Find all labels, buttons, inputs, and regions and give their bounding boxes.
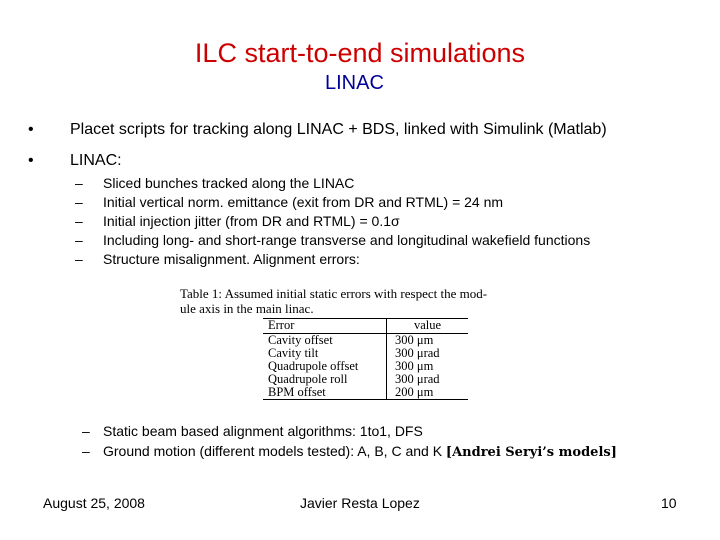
sub-bullet-marker: –: [75, 194, 83, 210]
sub-bullet-marker: –: [75, 251, 83, 267]
table-cell-error: Cavity tilt: [268, 346, 319, 360]
table-caption: [180, 286, 560, 316]
sub-bullet-text: Structure misalignment. Alignment errors:: [103, 251, 360, 267]
table-cell-error: Cavity offset: [268, 333, 333, 347]
sub-bullet-marker: –: [82, 443, 90, 459]
table-cell-value: 300 μrad: [386, 347, 468, 360]
table-cell-value: 300 μrad: [386, 373, 468, 386]
sub-bullet-text-row: [103, 442, 617, 462]
sub-bullet-text: Initial injection jitter (from DR and RTML) = 0.1σ: [103, 213, 400, 229]
sub-bullet-marker: –: [82, 423, 90, 439]
table-header-error: Error: [268, 318, 295, 332]
sub-bullet-text: Ground motion (different models tested): A, B, C and K: [103, 443, 443, 459]
sub-bullet-marker: –: [75, 232, 83, 248]
bullet-text: LINAC:: [70, 152, 122, 169]
table-row: [263, 386, 468, 399]
table-cell-value: 200 μm: [386, 386, 468, 399]
table-cell-value: 300 μm: [386, 360, 468, 373]
table-caption-line: Table 1: Assumed initial static errors with respect the mod-: [180, 286, 488, 301]
citation-note: [Andrei Seryi’s models]: [445, 445, 617, 460]
footer-date: August 25, 2008: [43, 495, 145, 511]
footer-author: Javier Resta Lopez: [300, 495, 420, 511]
footer-page-number: 10: [661, 495, 677, 511]
table-cell-error: Quadrupole offset: [268, 359, 359, 373]
table-header-value: value: [386, 319, 468, 333]
sub-bullet-text: Static beam based alignment algorithms: 1to1, DFS: [103, 423, 423, 439]
table-cell-error: BPM offset: [268, 385, 326, 399]
sub-bullet-text: Including long- and short-range transverse and longitudinal wakefield functions: [103, 232, 591, 248]
subtitle-text: LINAC: [325, 72, 384, 94]
sub-bullet-text: Sliced bunches tracked along the LINAC: [103, 175, 355, 191]
alignment-errors-table: [263, 318, 468, 400]
sub-bullet-marker: –: [75, 175, 83, 191]
sub-bullet-marker: –: [75, 213, 83, 229]
alignment-errors-table-figure: [180, 286, 560, 412]
table-cell-value: 300 μm: [386, 334, 468, 347]
bullet-marker: •: [28, 152, 34, 169]
table-cell-error: Quadrupole roll: [268, 372, 348, 386]
table-header-row: [263, 319, 468, 334]
table-caption-line: ule axis in the main linac.: [180, 301, 314, 316]
slide-title: ILC start-to-end simulations: [194, 38, 526, 68]
bullet-marker: •: [28, 121, 34, 138]
bullet-text: Placet scripts for tracking along LINAC + BDS, linked with Simulink (Matlab): [70, 121, 607, 138]
sub-bullet-text: Initial vertical norm. emittance (exit from DR and RTML) = 24 nm: [103, 194, 504, 210]
